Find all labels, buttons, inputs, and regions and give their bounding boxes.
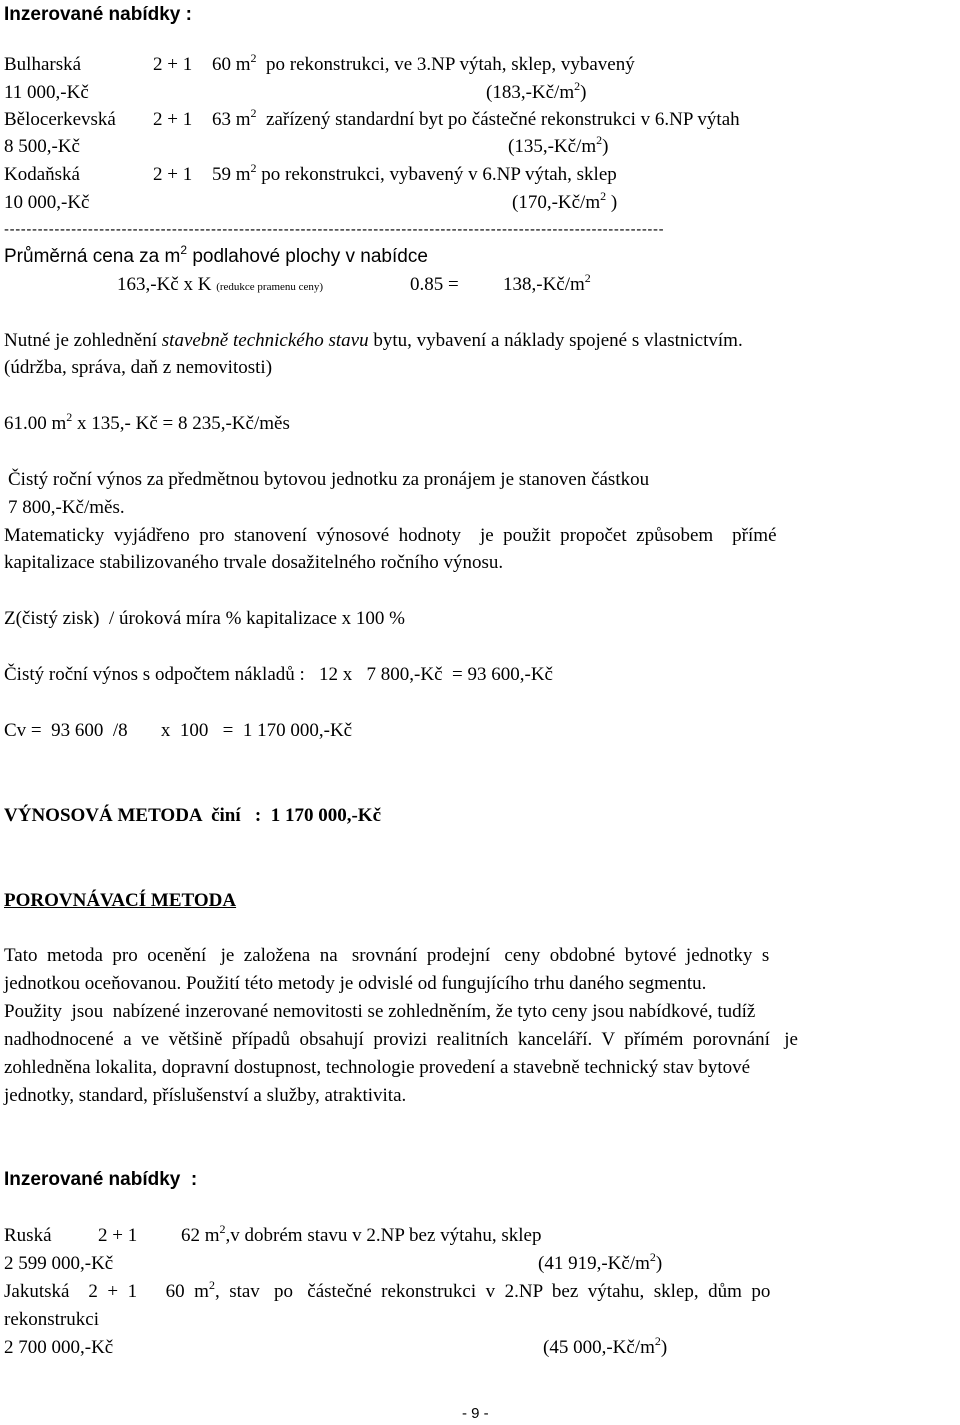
comparison-text-line: zohledněna lokalita, dopravní dostupnost, technologie provedení a stavebně technický stav bytové	[4, 1057, 751, 1078]
offer-price: 11 000,-Kč	[4, 82, 89, 103]
offer-description: 60 $m^2$ po rekonstrukci, ve 3.NP výtah, sklep, vybavený	[212, 51, 635, 75]
offer-price: 8 500,-Kč	[4, 136, 80, 157]
math-line: Matematicky vyjádřeno pro stanovení výnosové hodnoty je použit propočet způsobem přímé	[4, 525, 777, 546]
offer-street: Bulharská	[4, 54, 82, 75]
comparison-text-line: nadhodnocené a ve většině případů obsahují provizi realitních kanceláří. V přímém porovnání je	[4, 1029, 798, 1050]
yield-line: Čistý roční výnos za předmětnou bytovou jednotku za pronájem je stanoven částkou	[8, 469, 650, 490]
offer-rooms: 2 + 1	[98, 1225, 138, 1246]
yield-amount: 7 800,-Kč/měs.	[8, 497, 125, 518]
capitalization-formula: Z(čistý zisk) / úroková míra % kapitalizace x 100 %	[4, 608, 405, 629]
income-method-result: VÝNOSOVÁ METODA činí : 1 170 000,-Kč	[4, 805, 382, 826]
offer-price-per-m2: (41 $919,-Kč/m^2$)	[538, 1250, 663, 1274]
section-heading-offers: Inzerované nabídky :	[4, 4, 192, 25]
comparison-text-line: Tato metoda pro ocenění je založena na srovnání prodejní ceny obdobné bytové jednotky s	[4, 945, 770, 966]
offer-rooms: 2 + 1	[153, 109, 193, 130]
offer-rooms: 2 + 1	[153, 164, 193, 185]
offer-street: Bělocerkevská	[4, 109, 116, 130]
note-line-2: (údržba, správa, daň z nemovitosti)	[4, 357, 273, 378]
cv-calc: Cv = 93 600 /8 x 100 = 1 170 000,-Kč	[4, 720, 353, 741]
offer-price: 2 599 000,-Kč	[4, 1253, 114, 1274]
offer-price-per-m2: (45 $000,-Kč/m^2$)	[543, 1334, 668, 1358]
offer-price: 10 000,-Kč	[4, 192, 90, 213]
comparison-text-line: Použity jsou nabízené inzerované nemovitosti se zohledněním, že tyto ceny jsou nabídkové, tudíž	[4, 1001, 756, 1022]
offer-description: 62 $m^2,v$ dobrém stavu v 2.NP bez výtahu, sklep	[181, 1222, 542, 1246]
offer-street: Kodaňská	[4, 164, 80, 185]
offer-rooms: 2 + 1	[153, 54, 193, 75]
offer-price-per-m2: $(135,-Kč/m^2)$	[508, 133, 609, 157]
reduced-price: $138,-Kč/m^2$	[503, 271, 591, 295]
offer-price-per-m2: $(183,-Kč/m^2)$	[486, 79, 587, 103]
net-yield-calc: Čistý roční výnos s odpočtem nákladů : 12 x 7 800,-Kč = 93 600,-Kč	[4, 664, 553, 685]
separator-dashes: ----------------------------------------------------------------------------------------------------------------------	[4, 222, 665, 237]
offer-description: 63 $m^2$ zařízený standardní byt po částečné rekonstrukci v 6.NP výtah	[212, 106, 740, 130]
page-number: - 9 -	[462, 1405, 489, 1422]
offer-price-per-m2: ($170,-Kč/m^2$ )	[512, 189, 618, 213]
average-price-calc: 163,-Kč x K (redukce pramenu ceny)	[117, 274, 324, 295]
offer-line: Jakutská 2 + 1 60 $m^2$, stav po částečné rekonstrukci v 2.NP bez výtahu, sklep, dům po	[4, 1278, 771, 1302]
comparison-text-line: jednotkou oceňovanou. Použití této metody je odvislé od fungujícího trhu daného segmentu.	[4, 973, 707, 994]
offer-description: 59 $m^2$ po rekonstrukci, vybavený v 6.NP výtah, sklep	[212, 161, 617, 185]
rent-calc: 61.00 $m^2$ x 135,- Kč = 8 235,-Kč/měs	[4, 410, 290, 434]
math-line-2: kapitalizace stabilizovaného trvale dosažitelného ročního výnosu.	[4, 552, 504, 573]
coefficient-value: 0.85 =	[410, 274, 459, 295]
note-line: Nutné je zohlednění stavebně technického stavu bytu, vybavení a náklady spojené s vlastnictvím.	[4, 330, 743, 351]
section-heading-offers-2: Inzerované nabídky :	[4, 1169, 198, 1190]
comparison-text-line: jednotky, standard, příslušenství a služby, atraktivita.	[4, 1085, 407, 1106]
offer-line-2: rekonstrukci	[4, 1309, 99, 1330]
average-price-line: Průměrná cena za $m^2$ podlahové plochy v nabídce	[4, 243, 428, 267]
section-heading-comparison: POROVNÁVACÍ METODA	[4, 890, 237, 911]
offer-street: Ruská	[4, 1225, 52, 1246]
offer-price: 2 700 000,-Kč	[4, 1337, 114, 1358]
